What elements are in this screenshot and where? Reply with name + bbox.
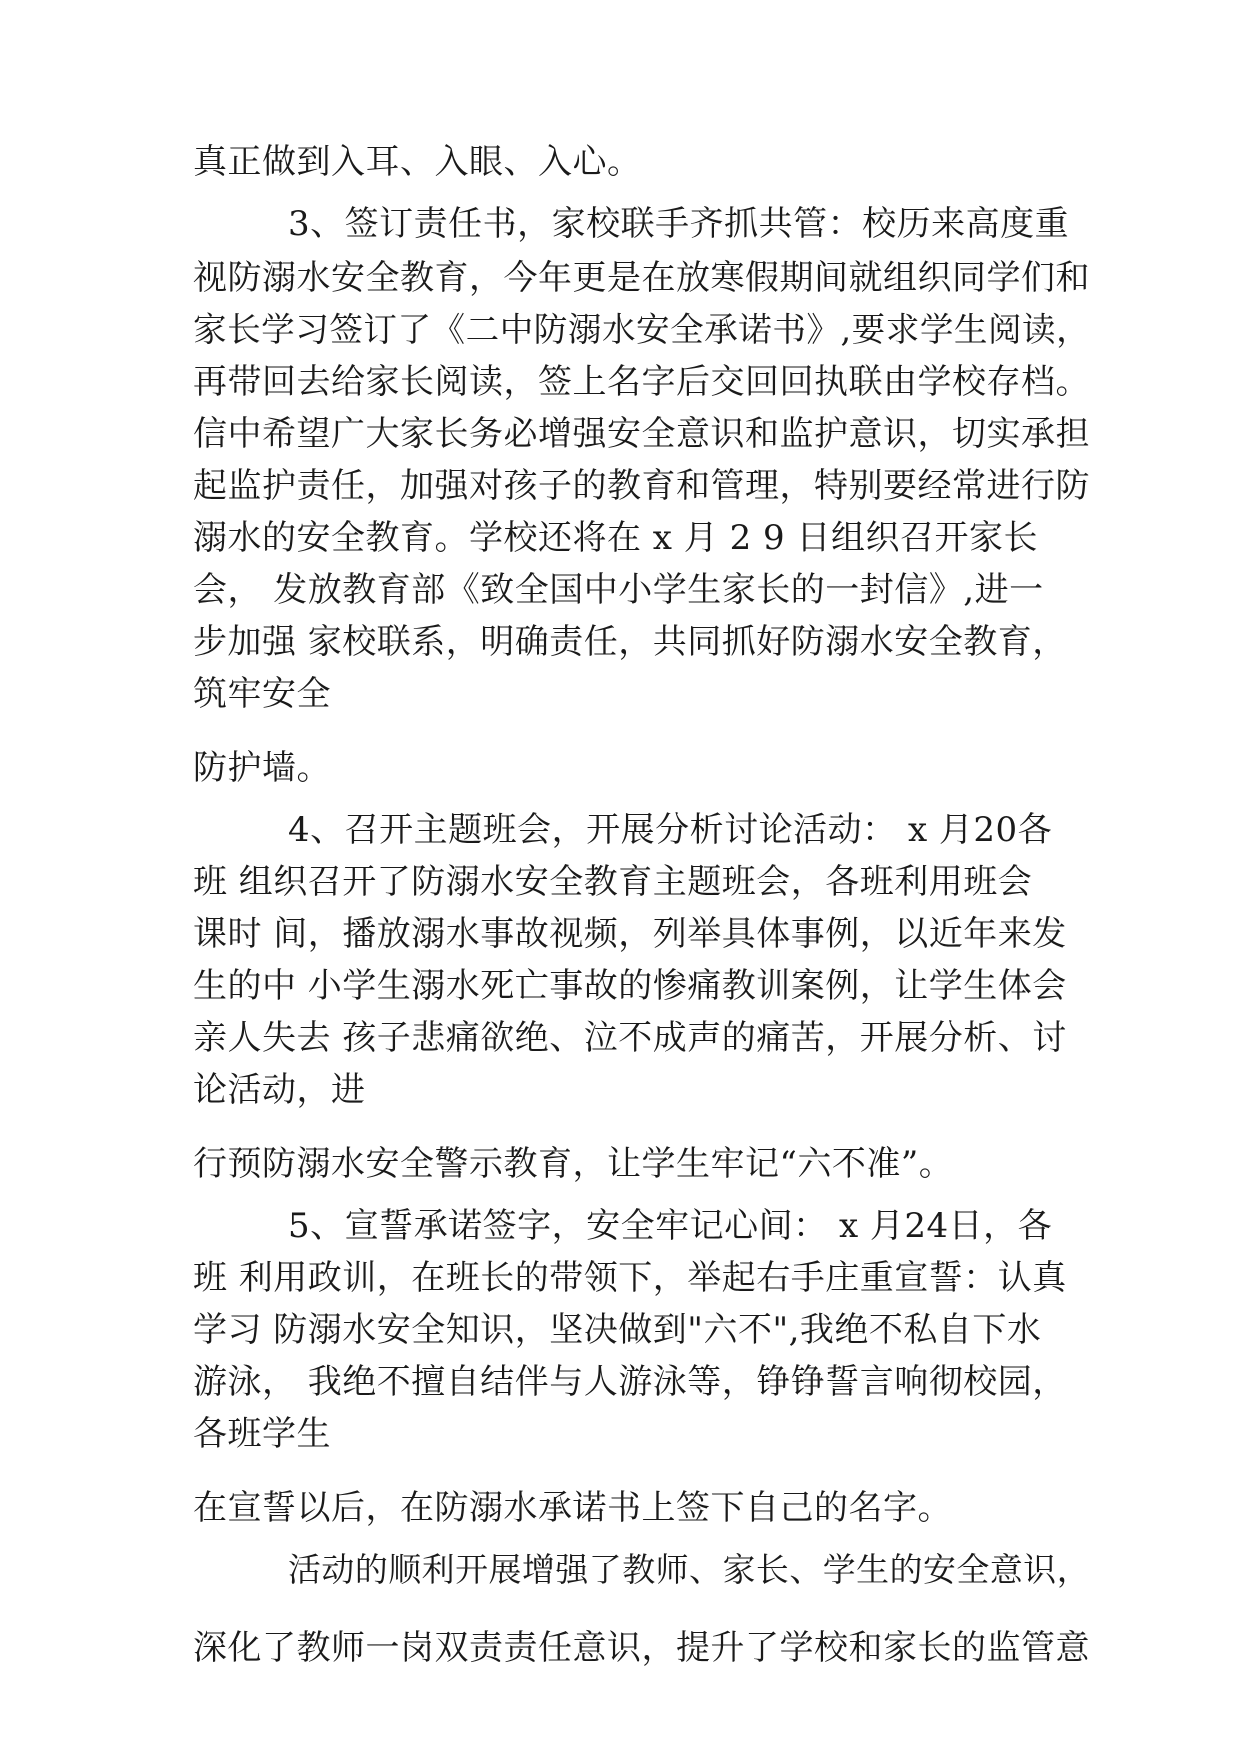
text-line: 会， 发放教育部《致全国中小学生家长的一封信》,进一 [193,570,1044,610]
text-line: 真正做到入耳、入眼、入心。 [193,142,642,182]
text-line: 3、签订责任书，家校联手齐抓共管：校历来高度重 [288,204,1070,244]
text-line: 再带回去给家长阅读，签上名字后交回回执联由学校存档。 [193,362,1090,402]
text-line: 深化了教师一岗双责责任意识，提升了学校和家长的监管意 [193,1628,1090,1668]
text-line: 活动的顺利开展增强了教师、家长、学生的安全意识， [288,1550,1091,1589]
text-line: 生的中 小学生溺水死亡事故的惨痛教训案例，让学生体会 [193,966,1067,1006]
text-line: 信中希望广大家长务必增强安全意识和监护意识，切实承担 [193,414,1090,454]
text-line: 步加强 家校联系，明确责任，共同抓好防溺水安全教育， [193,622,1067,662]
text-line: 游泳， 我绝不擅自结伴与人游泳等，铮铮誓言响彻校园， [193,1362,1067,1402]
text-line: 筑牢安全 [193,674,331,714]
text-line: 在宣誓以后，在防溺水承诺书上签下自己的名字。 [193,1488,952,1528]
text-line: 视防溺水安全教育，今年更是在放寒假期间就组织同学们和 [193,258,1090,298]
text-line: 5、宣誓承诺签字，安全牢记心间： x 月24日，各 [288,1206,1053,1246]
text-line: 防护墙。 [193,748,331,788]
text-line: 论活动，进 [193,1070,366,1110]
text-line: 学习 防溺水安全知识，坚决做到"六不",我绝不私自下水 [193,1310,1042,1350]
text-line: 家长学习签订了《二中防溺水安全承诺书》,要求学生阅读， [193,310,1091,349]
text-line: 课时 间，播放溺水事故视频，列举具体事例，以近年来发 [193,914,1067,954]
text-line: 亲人失去 孩子悲痛欲绝、泣不成声的痛苦，开展分析、讨 [193,1018,1067,1058]
text-line: 各班学生 [193,1414,331,1454]
text-line: 行预防溺水安全警示教育，让学生牢记“六不准”。 [193,1144,954,1184]
text-line: 起监护责任，加强对孩子的教育和管理，特别要经常进行防 [193,466,1090,506]
text-line: 班 利用政训，在班长的带领下，举起右手庄重宣誓：认真 [193,1258,1067,1298]
text-line: 溺水的安全教育。学校还将在 x 月 2 9 日组织召开家长 [193,518,1038,558]
text-line: 4、召开主题班会，开展分析讨论活动： x 月20各 [288,810,1053,850]
text-line: 班 组织召开了防溺水安全教育主题班会，各班利用班会 [193,862,1033,902]
